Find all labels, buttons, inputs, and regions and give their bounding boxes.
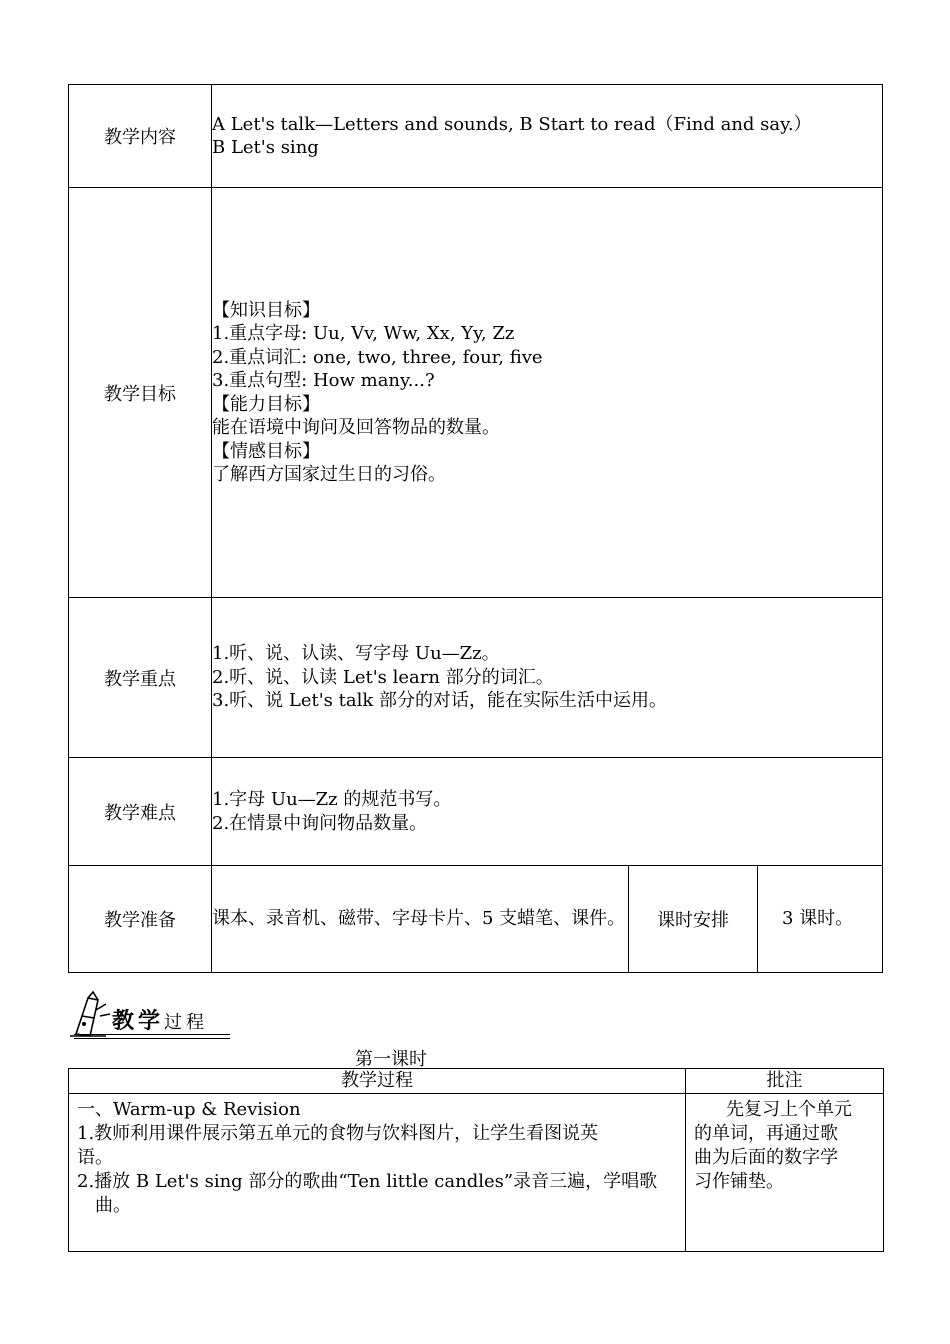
row-content (69, 85, 883, 188)
process-header-row (69, 1069, 884, 1094)
content-line: B Let's sing (212, 137, 319, 158)
process-line: 一、Warm-up & Revision (77, 1099, 301, 1120)
note-line: 习作铺垫。 (694, 1171, 784, 1192)
difficulty-line: 1.字母 Uu—Zz 的规范书写。 (212, 789, 452, 810)
label-schedule: 课时安排 (629, 866, 758, 973)
key-point-line: 2.听、说、认读 Let's learn 部分的词汇。 (212, 666, 554, 688)
key-points-cell (212, 598, 883, 758)
goals-line: 了解西方国家过生日的习俗。 (212, 464, 446, 485)
goals-line: 能在语境中询问及回答物品的数量。 (212, 417, 500, 438)
section-title (112, 1004, 208, 1035)
lesson-plan-table (68, 84, 883, 973)
label-goals: 教学目标 (69, 188, 212, 598)
section-underline (74, 1034, 230, 1039)
label-preparation: 教学准备 (69, 866, 212, 973)
notes-cell (686, 1094, 884, 1252)
content-cell (212, 85, 883, 188)
goals-cell (212, 188, 883, 598)
difficulty-line: 2.在情景中询问物品数量。 (212, 812, 428, 834)
note-line: 先复习上个单元 (726, 1099, 852, 1120)
header-notes: 批注 (686, 1069, 884, 1094)
row-key-points (69, 598, 883, 758)
difficulties-cell (212, 758, 883, 866)
label-key-points: 教学重点 (69, 598, 212, 758)
goals-line: 2.重点词汇: one, two, three, four, five (212, 346, 543, 368)
row-difficulties (69, 758, 883, 866)
schedule-value: 3 课时。 (758, 866, 883, 973)
preparation-cell: 课本、录音机、磁带、字母卡片、5 支蜡笔、课件。 (212, 866, 629, 973)
goals-line: 1.重点字母: Uu, Vv, Ww, Xx, Yy, Zz (212, 323, 515, 344)
process-line: 语。 (77, 1147, 113, 1168)
process-line: 1.教师利用课件展示第五单元的食物与饮料图片，让学生看图说英 (77, 1123, 599, 1144)
row-preparation (69, 866, 883, 973)
note-line: 曲为后面的数字学 (694, 1147, 838, 1168)
key-point-line: 3.听、说 Let's talk 部分的对话，能在实际生活中运用。 (212, 690, 667, 712)
note-line: 的单词，再通过歌 (694, 1123, 838, 1144)
header-process: 教学过程 (69, 1069, 686, 1094)
process-body-row (69, 1094, 884, 1252)
goals-line: 3.重点句型: How many...? (212, 370, 435, 391)
label-content: 教学内容 (69, 85, 212, 188)
process-table (68, 1068, 884, 1252)
process-line: 曲。 (95, 1195, 131, 1216)
label-difficulties: 教学难点 (69, 758, 212, 866)
goals-line: 【知识目标】 (212, 299, 320, 321)
lesson-title: 第一课时 (355, 1049, 427, 1070)
goals-line: 【能力目标】 (212, 393, 320, 415)
section-title-big: 教学 (112, 1009, 165, 1034)
content-line: A Let's talk—Letters and sounds, B Start to read（Find and say.） (212, 113, 812, 135)
process-cell (69, 1094, 686, 1252)
goals-line: 【情感目标】 (212, 440, 320, 462)
key-point-line: 1.听、说、认读、写字母 Uu—Zz。 (212, 643, 500, 665)
process-line: 2.播放 B Let's sing 部分的歌曲“Ten little candles”录音三遍，学唱歌 (77, 1171, 658, 1192)
row-goals (69, 188, 883, 598)
section-title-small: 过程 (164, 1012, 209, 1033)
